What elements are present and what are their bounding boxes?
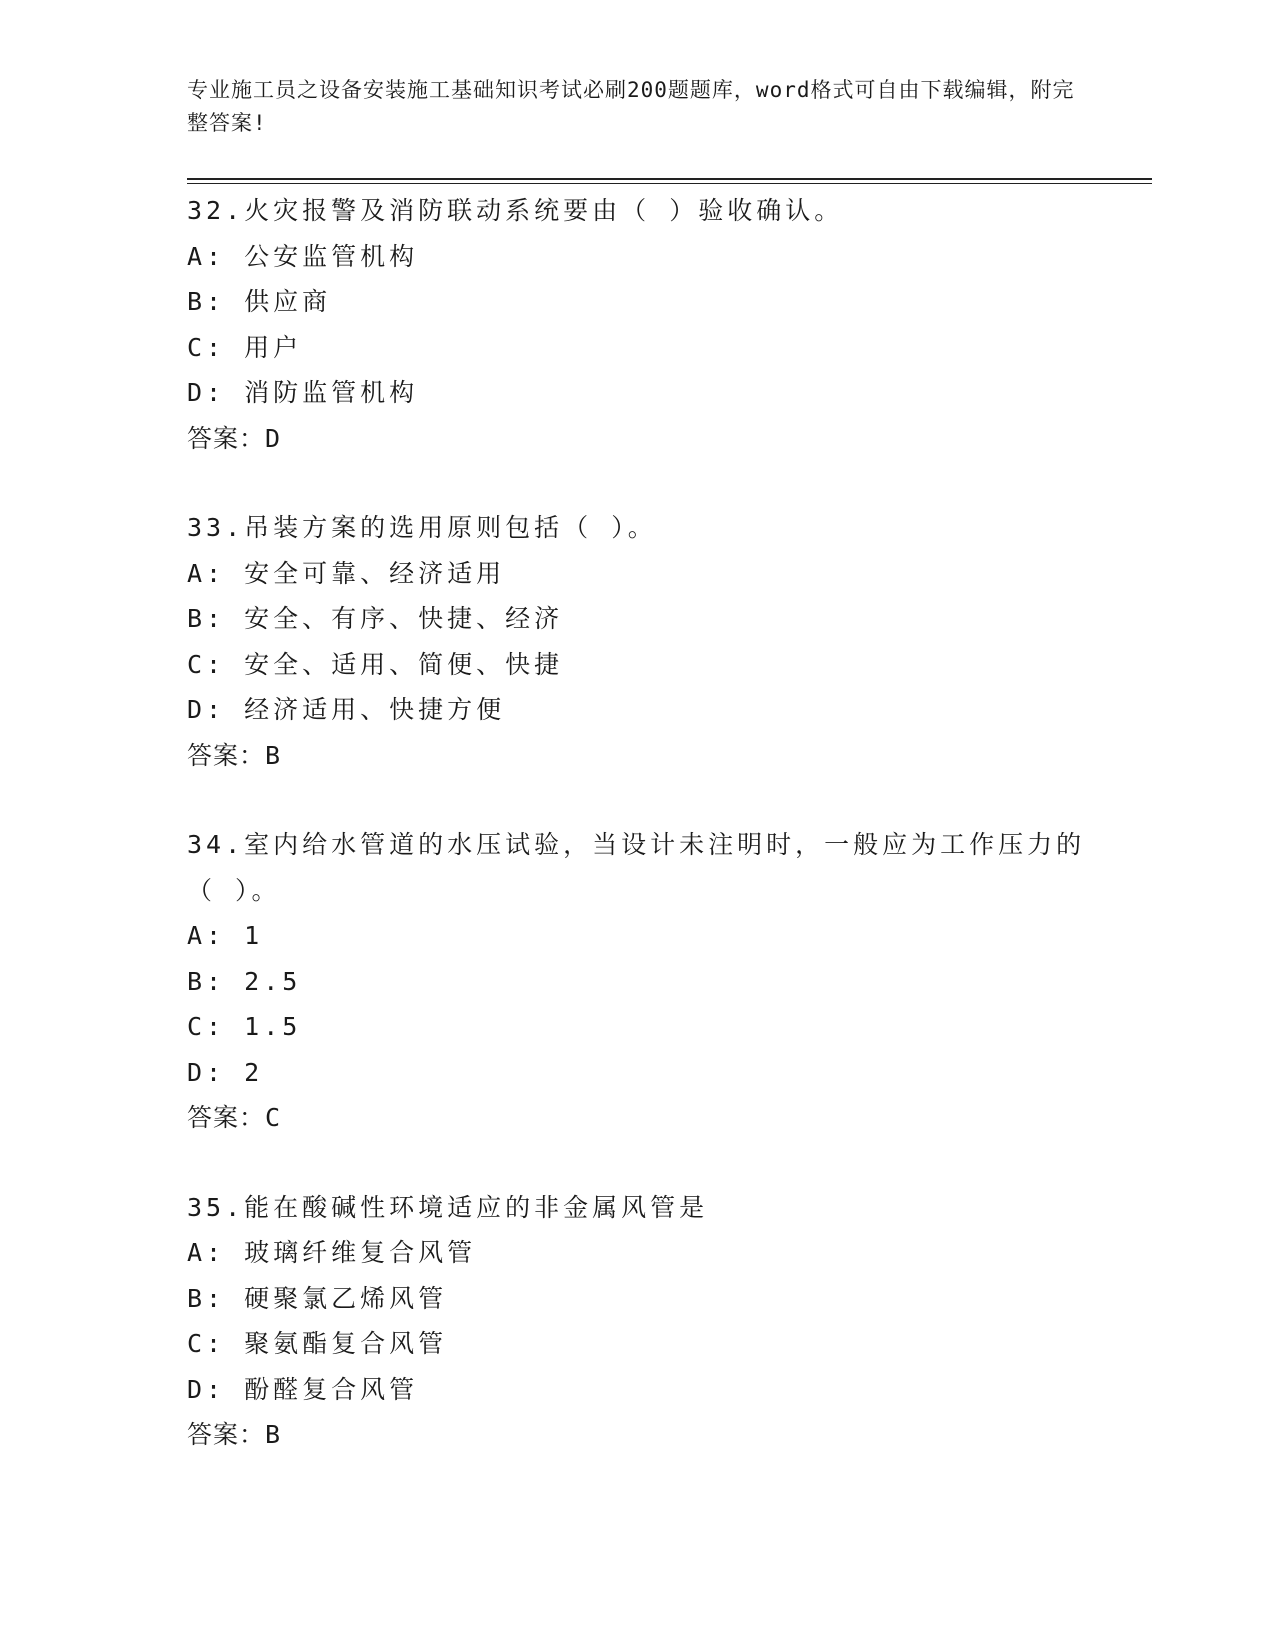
question-stem: 34.室内给水管道的水压试验，当设计未注明时，一般应为工作压力的（ ）。	[187, 830, 1086, 905]
question-34	[187, 822, 1087, 1141]
option-c: C: 聚氨酯复合风管	[187, 1329, 448, 1358]
option-b: B: 2.5	[187, 966, 302, 996]
option-a: A: 玻璃纤维复合风管	[187, 1238, 477, 1267]
option-c: C: 安全、适用、简便、快捷	[187, 649, 564, 679]
option-b: B: 安全、有序、快捷、经济	[187, 604, 564, 633]
question-35	[187, 1185, 1087, 1458]
option-a: A: 1	[187, 921, 264, 950]
question-stem: 33.吊装方案的选用原则包括（ ）。	[187, 513, 657, 542]
question-32	[187, 188, 1087, 461]
question-33	[187, 505, 1087, 778]
answer-line: 答案：B	[187, 740, 282, 770]
question-list	[187, 188, 1087, 1502]
option-a: A: 安全可靠、经济适用	[187, 558, 506, 588]
option-d: D: 经济适用、快捷方便	[187, 695, 506, 724]
option-d: D: 消防监管机构	[187, 378, 419, 407]
option-c: C: 用户	[187, 332, 303, 362]
document-header: 专业施工员之设备安装施工基础知识考试必刷200题题库，word格式可自由下载编辑，附完整答案!	[187, 78, 1075, 135]
answer-line: 答案：C	[187, 1103, 282, 1132]
answer-line: 答案：D	[187, 423, 282, 453]
header-divider-thick	[187, 178, 1152, 180]
header-divider-thin	[187, 183, 1152, 184]
option-b: B: 供应商	[187, 287, 332, 316]
question-stem: 32.火灾报警及消防联动系统要由（ ）验收确认。	[187, 196, 844, 225]
answer-line: 答案：B	[187, 1420, 282, 1449]
option-c: C: 1.5	[187, 1012, 302, 1041]
option-d: D: 酚醛复合风管	[187, 1374, 419, 1404]
option-d: D: 2	[187, 1057, 264, 1087]
option-b: B: 硬聚氯乙烯风管	[187, 1283, 448, 1313]
option-a: A: 公安监管机构	[187, 241, 419, 271]
question-stem: 35.能在酸碱性环境适应的非金属风管是	[187, 1192, 709, 1222]
